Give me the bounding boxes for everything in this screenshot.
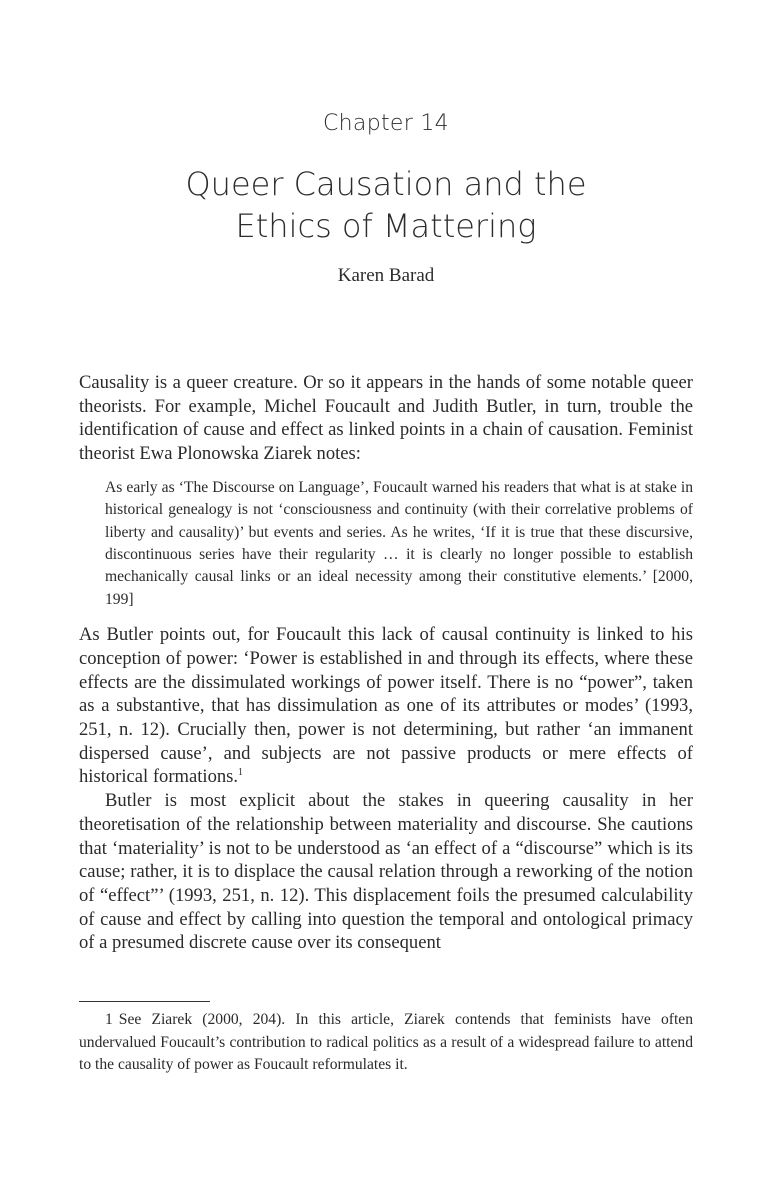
paragraph-2-text: As Butler points out, for Foucault this lack of causal continuity is linked to his conception of power: ‘Power is established in and through its effects, where these effects are the dissimulated workings of power itself. There is no “power”, taken as a substantive, that has dissimulation as one of its attributes or modes’ (1993, 251, n. 12). Crucially then, power is not determining, but rather ‘an immanent dispersed cause’, and subjects are not passive products or mere effects of historical formations.	[79, 624, 693, 788]
footnote	[79, 1009, 693, 1077]
author-name: Karen Barad	[337, 265, 435, 286]
chapter-number: Chapter 14	[323, 111, 449, 136]
footnote-text: See Ziarek (2000, 204). In this article, Ziarek contends that feminists have often undervalued Foucault’s contribution to radical politics as a result of a widespread failure to attend to the causality of power as Foucault reformulates it.	[79, 1011, 693, 1073]
chapter-title-line-2: Ethics of Mattering	[235, 207, 537, 245]
chapter-title-line-1: Queer Causation and the	[185, 165, 587, 203]
footnote-divider	[79, 1001, 210, 1002]
paragraph-3: Butler is most explicit about the stakes in queering causality in her theoretisation of the relationship between materiality and discourse. She cautions that ‘materiality’ is not to be understood as ‘an effect of a “discourse” which is its cause; rather, it is to displace the causal relation through a reworking of the notion of “effect”’ (1993, 251, n. 12). This displacement foils the presumed calculability of cause and effect by calling into question the temporal and ontological primacy of a presumed discrete cause over its consequent	[79, 790, 693, 954]
block-quote: As early as ‘The Discourse on Language’, Foucault warned his readers that what is at stake in historical genealogy is not ‘consciousness and continuity (with their correlative problems of liberty and causality)’ but events and series. As he writes, ‘If it is true that these discursive, discontinuous series have their regularity … it is clearly no longer possible to establish mechanically causal links or an ideal necessity among their constitutive elements.’ [2000, 199]	[105, 478, 693, 608]
chapter-title	[79, 163, 693, 247]
paragraph-1: Causality is a queer creature. Or so it appears in the hands of some notable queer theorists. For example, Michel Foucault and Judith Butler, in turn, trouble the identification of cause and effect as linked points in a chain of causation. Feminist theorist Ewa Plonowska Ziarek notes:	[79, 372, 693, 465]
body-text	[79, 371, 693, 955]
footnote-number: 1	[105, 1011, 113, 1028]
footnote-reference[interactable]: 1	[238, 767, 244, 779]
paragraph-2	[79, 623, 693, 789]
